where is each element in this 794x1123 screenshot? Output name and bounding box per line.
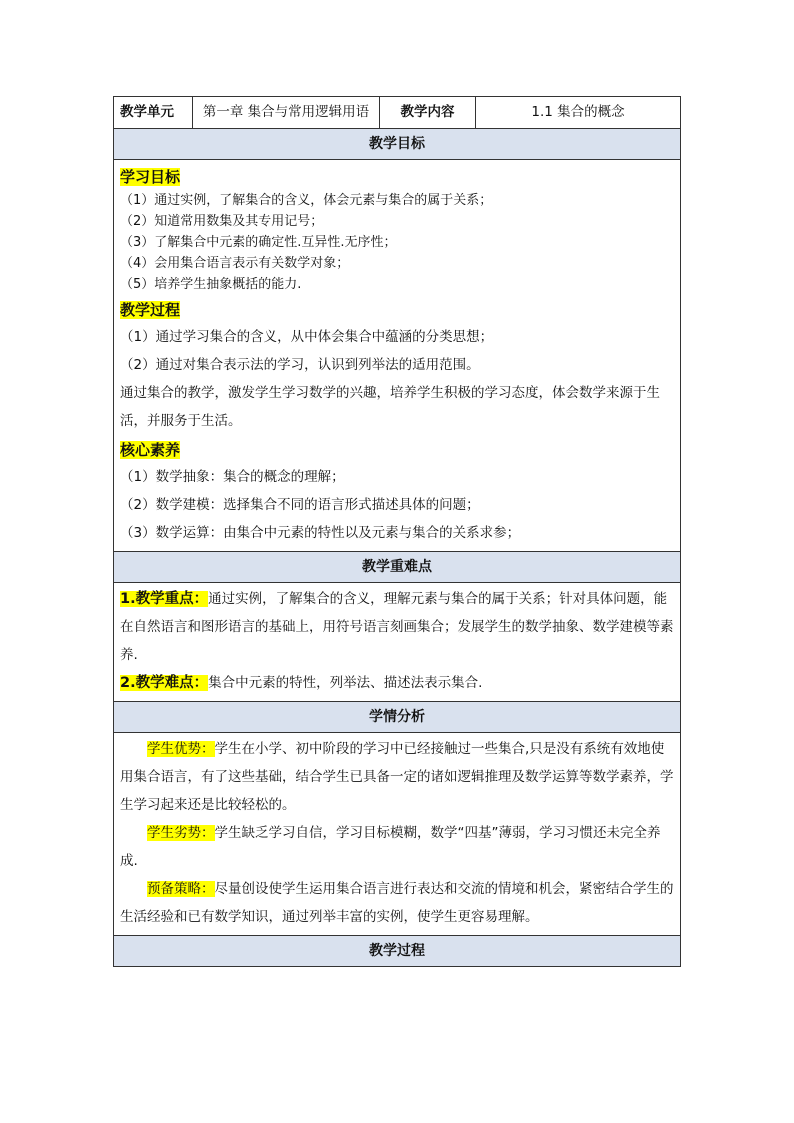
objectives-cell [114,160,681,552]
literacy-title: 核心素养 [120,441,181,459]
objectives-heading: 教学目标 [114,129,681,160]
study-goal-5: （5）培养学生抽象概括的能力. [120,277,302,292]
header-row [114,97,681,129]
weakness-text: 学生缺乏学习自信，学习目标模糊，数学“四基”薄弱，学习习惯还未完全养成. [120,825,661,869]
key-points-heading: 教学重难点 [114,552,681,583]
unit-value: 第一章 集合与常用逻辑用语 [193,97,380,129]
strategy-label: 预备策略： [147,881,215,897]
lesson-plan-page [113,96,680,967]
process-item-1: （1）通过学习集合的含义，从中体会集合中蕴涵的分类思想； [120,329,494,345]
difficulty-paragraph [120,669,674,697]
focus-text: 通过实例，了解集合的含义，理解元素与集合的属于关系；针对具体问题，能在自然语言和图形语言的基础上，用符号语言刻画集合；发展学生的数学抽象、数学建模等素养. [120,591,674,663]
literacy-item-1: （1）数学抽象：集合的概念的理解； [120,469,345,485]
focus-paragraph [120,585,674,669]
study-goals-title: 学习目标 [120,168,181,186]
strength-label: 学生优势： [147,741,215,757]
lesson-plan-table [113,96,681,967]
study-goal-2: （2）知道常用数集及其专用记号； [120,214,324,229]
strategy-paragraph [120,875,674,931]
focus-label: 1.教学重点： [120,591,209,607]
study-goal-1: （1）通过实例，了解集合的含义，体会元素与集合的属于关系； [120,193,493,208]
study-goal-3: （3）了解集合中元素的确定性.互异性.无序性； [120,235,397,250]
key-points-cell [114,583,681,702]
study-goal-4: （4）会用集合语言表示有关数学对象； [120,256,350,271]
weakness-paragraph [120,819,674,875]
content-label: 教学内容 [380,97,476,129]
literacy-item-2: （2）数学建模：选择集合不同的语言形式描述具体的问题； [120,497,480,513]
process-paragraph: 通过集合的教学，激发学生学习数学的兴趣，培养学生积极的学习态度，体会数学来源于生活，并服务于生活。 [120,385,660,429]
process-title: 教学过程 [120,301,181,319]
process-item-2: （2）通过对集合表示法的学习，认识到列举法的适用范围。 [120,357,480,373]
teaching-process-heading: 教学过程 [114,936,681,967]
analysis-heading: 学情分析 [114,702,681,733]
unit-label: 教学单元 [114,97,193,129]
strength-paragraph [120,735,674,819]
weakness-label: 学生劣势： [147,825,215,841]
difficulty-text: 集合中元素的特性，列举法、描述法表示集合. [208,675,483,691]
strength-text: 学生在小学、初中阶段的学习中已经接触过一些集合,只是没有系统有效地使用集合语言，有了这些基础，结合学生已具备一定的诸如逻辑推理及数学运算等数学素养，学生学习起来还是比较轻松的。 [120,741,674,813]
analysis-cell [114,733,681,936]
strategy-text: 尽量创设使学生运用集合语言进行表达和交流的情境和机会，紧密结合学生的生活经验和已有数学知识，通过列举丰富的实例，使学生更容易理解。 [120,881,674,925]
literacy-item-3: （3）数学运算：由集合中元素的特性以及元素与集合的关系求参； [120,525,521,541]
difficulty-label: 2.教学难点： [120,675,209,691]
content-value: 1.1 集合的概念 [476,97,681,129]
